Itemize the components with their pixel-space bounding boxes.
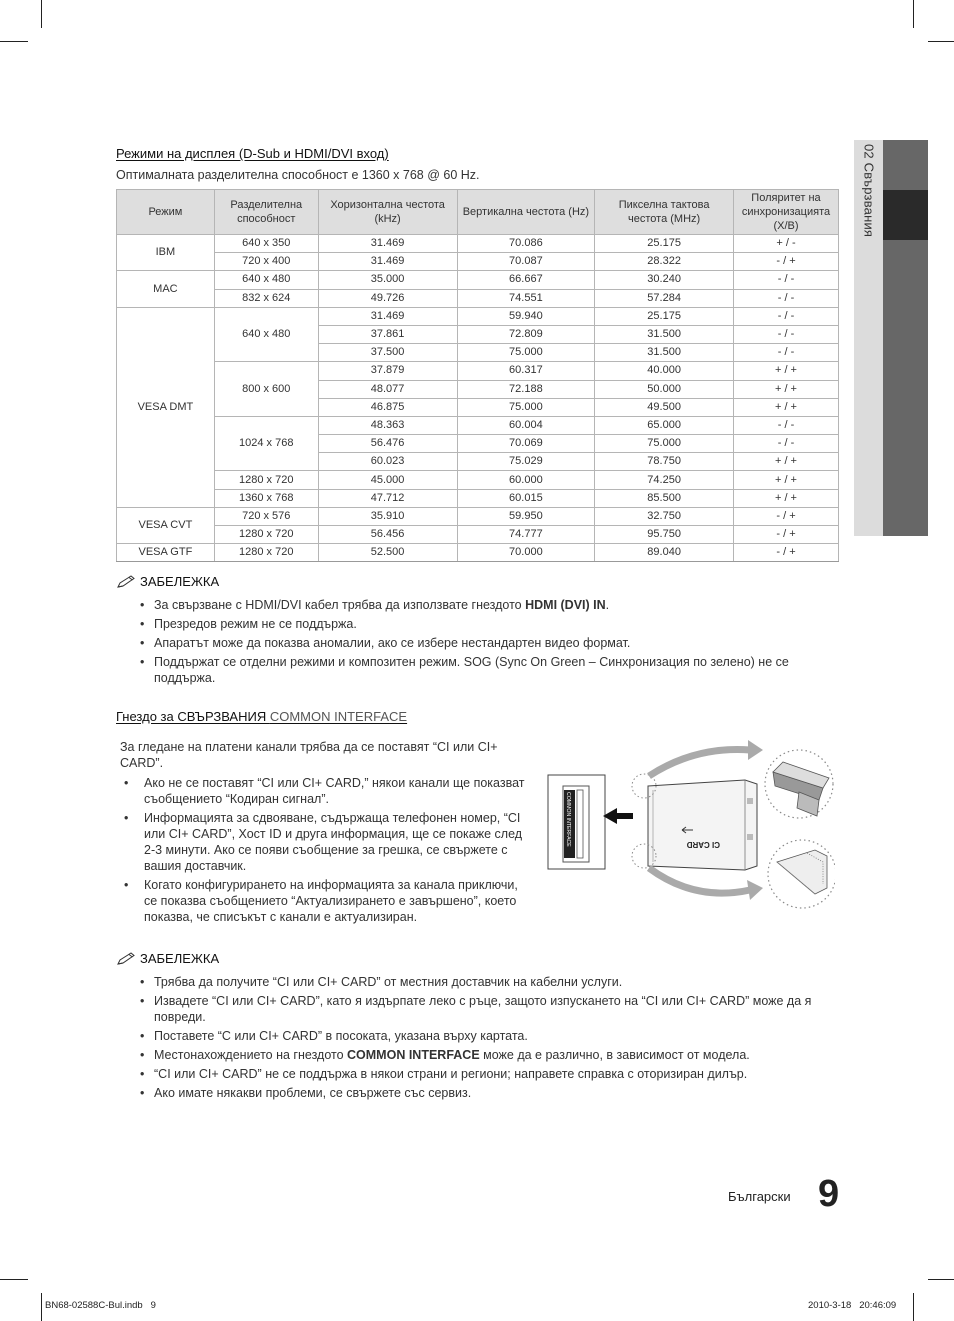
list-item: • Ако не се поставят “CI или CI+ CARD,” някои канали ще показват съобщението “Кодиран сигнал”. bbox=[120, 775, 525, 807]
note-title: ЗАБЕЛЕЖКА bbox=[140, 574, 220, 589]
table-row bbox=[117, 507, 839, 525]
note-heading bbox=[116, 574, 219, 589]
value-cell: 74.551 bbox=[457, 289, 595, 307]
table-header-row bbox=[117, 190, 839, 235]
table-row bbox=[117, 253, 839, 271]
resolution-cell: 1024 x 768 bbox=[214, 416, 318, 471]
slot-label: COMMON INTERFACE bbox=[565, 792, 571, 847]
value-cell: 28.322 bbox=[595, 253, 734, 271]
value-cell: 70.086 bbox=[457, 235, 595, 253]
value-cell: 49.500 bbox=[595, 398, 734, 416]
display-modes-title: Режими на дисплея (D-Sub и HDMI/DVI вход) bbox=[116, 146, 389, 161]
list-item-text: Апаратът може да показва аномалии, ако се избере нестандартен видео формат. bbox=[154, 636, 631, 650]
value-cell: - / - bbox=[733, 344, 838, 362]
ci-intro: За гледане на платени канали трябва да се поставят “CI или CI+ CARD”. bbox=[120, 740, 498, 770]
value-cell: + / + bbox=[733, 362, 838, 380]
value-cell: 72.809 bbox=[457, 325, 595, 343]
value-cell: 31.469 bbox=[318, 307, 457, 325]
value-cell: 47.712 bbox=[318, 489, 457, 507]
crop-mark bbox=[928, 41, 954, 42]
list-item bbox=[140, 1047, 840, 1063]
list-item bbox=[140, 654, 840, 686]
crop-mark bbox=[913, 0, 914, 28]
list-item-text: може да е различно, в зависимост от модела. bbox=[479, 1048, 750, 1062]
value-cell: + / + bbox=[733, 453, 838, 471]
table-row bbox=[117, 544, 839, 562]
list-item bbox=[140, 635, 840, 651]
value-cell: 75.000 bbox=[457, 344, 595, 362]
list-item-text: “CI или CI+ CARD” не се поддържа в някои страни и региони; направете справка с оторизиран дилър. bbox=[154, 1067, 748, 1081]
value-cell: + / - bbox=[733, 235, 838, 253]
value-cell: 37.861 bbox=[318, 325, 457, 343]
value-cell: 75.000 bbox=[457, 398, 595, 416]
list-item bbox=[140, 1028, 840, 1044]
value-cell: + / + bbox=[733, 471, 838, 489]
table-row bbox=[117, 416, 839, 434]
value-cell: 72.188 bbox=[457, 380, 595, 398]
value-cell: - / + bbox=[733, 526, 838, 544]
list-item bbox=[140, 1085, 840, 1101]
list-item bbox=[140, 1066, 840, 1082]
mode-cell: VESA GTF bbox=[117, 544, 215, 562]
crop-mark bbox=[913, 1293, 914, 1321]
value-cell: 56.476 bbox=[318, 435, 457, 453]
value-cell: 31.469 bbox=[318, 235, 457, 253]
crop-mark bbox=[41, 1293, 42, 1321]
note-title: ЗАБЕЛЕЖКА bbox=[140, 951, 220, 966]
value-cell: 37.500 bbox=[318, 344, 457, 362]
value-cell: 49.726 bbox=[318, 289, 457, 307]
value-cell: 25.175 bbox=[595, 307, 734, 325]
ci-list bbox=[120, 775, 525, 925]
note-list bbox=[140, 597, 840, 689]
list-item-text: Извадете “CI или CI+ CARD”, като я издърпате леко с ръце, защото изпускането на “CI или CI+ CARD” може да я повреди. bbox=[154, 994, 812, 1024]
value-cell: - / - bbox=[733, 416, 838, 434]
value-cell: 60.023 bbox=[318, 453, 457, 471]
value-cell: 60.317 bbox=[457, 362, 595, 380]
value-cell: 60.000 bbox=[457, 471, 595, 489]
list-item bbox=[140, 993, 840, 1025]
value-cell: + / + bbox=[733, 398, 838, 416]
list-item bbox=[140, 616, 840, 632]
list-item-text: За свързване с HDMI/DVI кабел трябва да използвате гнездото bbox=[154, 598, 526, 612]
value-cell: - / + bbox=[733, 544, 838, 562]
resolution-cell: 1280 x 720 bbox=[214, 526, 318, 544]
table-header-cell: Разделителна способност bbox=[214, 190, 318, 235]
value-cell: 56.456 bbox=[318, 526, 457, 544]
value-cell: + / + bbox=[733, 489, 838, 507]
ci-section-title bbox=[116, 709, 407, 724]
value-cell: 31.469 bbox=[318, 253, 457, 271]
table-row bbox=[117, 307, 839, 325]
value-cell: 74.250 bbox=[595, 471, 734, 489]
value-cell: 31.500 bbox=[595, 325, 734, 343]
table-row bbox=[117, 271, 839, 289]
page-number: 9 bbox=[818, 1173, 840, 1215]
resolution-cell: 720 x 576 bbox=[214, 507, 318, 525]
emphasis-text: COMMON INTERFACE bbox=[347, 1048, 480, 1062]
mode-cell: IBM bbox=[117, 235, 215, 271]
value-cell: 32.750 bbox=[595, 507, 734, 525]
value-cell: 45.000 bbox=[318, 471, 457, 489]
list-item-text: Местонахождението на гнездото bbox=[154, 1048, 348, 1062]
crop-mark bbox=[0, 1279, 28, 1280]
value-cell: 35.000 bbox=[318, 271, 457, 289]
resolution-cell: 640 x 480 bbox=[214, 307, 318, 362]
value-cell: 52.500 bbox=[318, 544, 457, 562]
value-cell: 75.029 bbox=[457, 453, 595, 471]
table-header-cell: Вертикална честота (Hz) bbox=[457, 190, 595, 235]
value-cell: - / - bbox=[733, 325, 838, 343]
value-cell: 48.077 bbox=[318, 380, 457, 398]
ci-title-accent: COMMON INTERFACE bbox=[269, 709, 408, 724]
table-row bbox=[117, 526, 839, 544]
list-item-text: Трябва да получите “CI или CI+ CARD” от местния доставчик на кабелни услуги. bbox=[154, 975, 623, 989]
crop-mark bbox=[928, 1279, 954, 1280]
table-row bbox=[117, 471, 839, 489]
side-tab-marker bbox=[883, 190, 928, 240]
zoom-arrow-top-icon bbox=[649, 750, 750, 776]
value-cell: 48.363 bbox=[318, 416, 457, 434]
value-cell: 60.015 bbox=[457, 489, 595, 507]
table-header-cell: Пикселна тактова честота (MHz) bbox=[595, 190, 734, 235]
list-item-text: Презредов режим не се поддържа. bbox=[154, 617, 357, 631]
value-cell: 46.875 bbox=[318, 398, 457, 416]
display-modes-table bbox=[116, 189, 839, 562]
value-cell: - / - bbox=[733, 307, 838, 325]
resolution-cell: 800 x 600 bbox=[214, 362, 318, 417]
value-cell: - / - bbox=[733, 289, 838, 307]
value-cell: 78.750 bbox=[595, 453, 734, 471]
ci-title-main: Гнездо за СВЪРЗВАНИЯ bbox=[116, 709, 270, 724]
resolution-cell: 832 x 624 bbox=[214, 289, 318, 307]
value-cell: 37.879 bbox=[318, 362, 457, 380]
value-cell: 95.750 bbox=[595, 526, 734, 544]
value-cell: 65.000 bbox=[595, 416, 734, 434]
note-list bbox=[140, 974, 840, 1104]
value-cell: 30.240 bbox=[595, 271, 734, 289]
list-item bbox=[140, 597, 840, 613]
list-item: • Когато конфигурирането на информацията за канала приключи, се показва съобщението “Актуализирането е завършено”, което показва, че списъкът с канали е актуализиран. bbox=[120, 877, 525, 925]
value-cell: 74.777 bbox=[457, 526, 595, 544]
value-cell: 89.040 bbox=[595, 544, 734, 562]
value-cell: 70.087 bbox=[457, 253, 595, 271]
value-cell: - / - bbox=[733, 271, 838, 289]
list-item-text: Поставете “C или CI+ CARD” в посоката, указана върху картата. bbox=[154, 1029, 528, 1043]
footer-file: BN68-02588C-Bul.indb 9 bbox=[45, 1300, 156, 1311]
list-item: • Информацията за сдвояване, съдържаща телефонен номер, “CI или CI+ CARD”, Хост ID и друга информация, ще се покаже след 2-3 минути. Ако се появи съобщение за грешка, се свържете с вашия доставчик. bbox=[120, 810, 525, 874]
display-modes-intro: Оптималната разделителна способност е 1360 x 768 @ 60 Hz. bbox=[116, 168, 480, 182]
resolution-cell: 1280 x 720 bbox=[214, 544, 318, 562]
resolution-cell: 640 x 480 bbox=[214, 271, 318, 289]
table-header-cell: Режим bbox=[117, 190, 215, 235]
value-cell: 57.284 bbox=[595, 289, 734, 307]
resolution-cell: 1280 x 720 bbox=[214, 471, 318, 489]
footer-language: Български bbox=[728, 1189, 791, 1204]
value-cell: 31.500 bbox=[595, 344, 734, 362]
ci-card-illustration bbox=[545, 738, 835, 913]
value-cell: - / + bbox=[733, 507, 838, 525]
value-cell: 70.069 bbox=[457, 435, 595, 453]
table-row bbox=[117, 362, 839, 380]
value-cell: 50.000 bbox=[595, 380, 734, 398]
value-cell: - / + bbox=[733, 253, 838, 271]
resolution-cell: 720 x 400 bbox=[214, 253, 318, 271]
value-cell: 25.175 bbox=[595, 235, 734, 253]
value-cell: 59.950 bbox=[457, 507, 595, 525]
list-item-text: . bbox=[605, 598, 610, 612]
crop-mark bbox=[0, 41, 28, 42]
resolution-cell: 1360 x 768 bbox=[214, 489, 318, 507]
value-cell: + / + bbox=[733, 380, 838, 398]
table-header-cell: Хоризонтална честота (kHz) bbox=[318, 190, 457, 235]
pencil-note-icon bbox=[116, 952, 136, 966]
value-cell: 75.000 bbox=[595, 435, 734, 453]
value-cell: 59.940 bbox=[457, 307, 595, 325]
insert-arrow-icon bbox=[603, 808, 633, 824]
zoom-arrow-bottom-icon bbox=[649, 868, 750, 893]
mode-cell: VESA CVT bbox=[117, 507, 215, 543]
list-item bbox=[140, 974, 840, 990]
value-cell: 66.667 bbox=[457, 271, 595, 289]
footer-date: 2010-3-18 20:46:09 bbox=[808, 1300, 897, 1311]
table-row bbox=[117, 235, 839, 253]
resolution-cell: 640 x 350 bbox=[214, 235, 318, 253]
value-cell: 40.000 bbox=[595, 362, 734, 380]
crop-mark bbox=[41, 0, 42, 28]
ci-description bbox=[120, 739, 525, 928]
mode-cell: MAC bbox=[117, 271, 215, 307]
value-cell: 60.004 bbox=[457, 416, 595, 434]
note-heading bbox=[116, 951, 219, 966]
table-header-cell: Поляритет на синхронизацията (Х/В) bbox=[733, 190, 838, 235]
side-tab-label: 02 Свързвания bbox=[861, 144, 877, 238]
pencil-note-icon bbox=[116, 575, 136, 589]
table-row bbox=[117, 489, 839, 507]
card-label: CI CARD bbox=[686, 840, 720, 849]
list-item-text: Поддържат се отделни режими и композитен режим. SOG (Sync On Green – Синхронизация по зелено) не се поддържа. bbox=[154, 655, 789, 685]
value-cell: 35.910 bbox=[318, 507, 457, 525]
value-cell: 70.000 bbox=[457, 544, 595, 562]
value-cell: - / - bbox=[733, 435, 838, 453]
value-cell: 85.500 bbox=[595, 489, 734, 507]
list-item-text: Ако имате някакви проблеми, се свържете със сервиз. bbox=[154, 1086, 472, 1100]
table-row bbox=[117, 289, 839, 307]
mode-cell: VESA DMT bbox=[117, 307, 215, 507]
emphasis-text: HDMI (DVI) IN bbox=[525, 598, 606, 612]
table-body bbox=[117, 235, 839, 562]
